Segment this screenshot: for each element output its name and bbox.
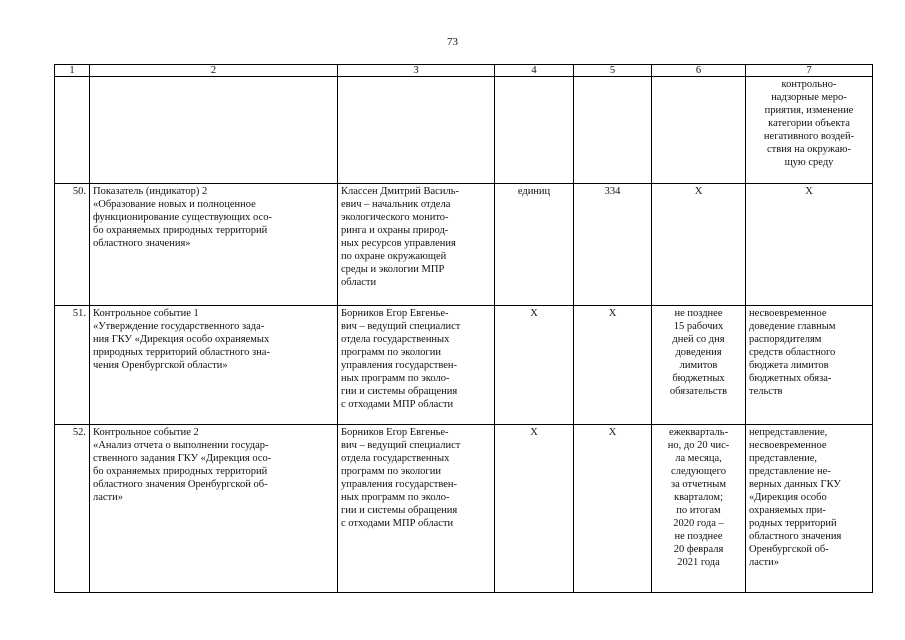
column-number: 2 bbox=[90, 65, 338, 77]
responsible-cell: Классен Дмитрий Василь- евич – начальник отдела экологического монито- ринга и охраны природ- ных ресурсов управления по охране окружающей среды и экологии МПР области bbox=[338, 184, 495, 306]
value-cell: Х bbox=[574, 306, 652, 425]
name-cell: Показатель (индикатор) 2 «Образование новых и полноценное функционирование существующих осо- бо охраняемых природных территорий областного значения» bbox=[90, 184, 338, 306]
responsible-cell: Борников Егор Евгенье- вич – ведущий специалист отдела государственных программ по экологии управления государствен- ных программ по эколо- гии и системы обращения с отходами МПР области bbox=[338, 306, 495, 425]
unit-cell: Х bbox=[495, 306, 574, 425]
unit-cell: Х bbox=[495, 425, 574, 593]
column-number: 6 bbox=[652, 65, 746, 77]
risk-cell: Х bbox=[746, 184, 873, 306]
row-number-cell: 50. bbox=[55, 184, 90, 306]
responsible-cell bbox=[338, 77, 495, 184]
column-number: 3 bbox=[338, 65, 495, 77]
unit-cell: единиц bbox=[495, 184, 574, 306]
value-cell bbox=[574, 77, 652, 184]
row-number-cell bbox=[55, 77, 90, 184]
risk-cell: несвоевременное доведение главным распорядителям средств областного бюджета лимитов бюджетных обяза- тельств bbox=[746, 306, 873, 425]
unit-cell bbox=[495, 77, 574, 184]
term-cell: Х bbox=[652, 184, 746, 306]
value-cell: Х bbox=[574, 425, 652, 593]
page-number: 73 bbox=[447, 36, 458, 48]
name-cell: Контрольное событие 1 «Утверждение государственного зада- ния ГКУ «Дирекция особо охраняемых природных территорий областного зна- чения Оренбургской области» bbox=[90, 306, 338, 425]
table-row-52 bbox=[55, 425, 873, 593]
column-number: 4 bbox=[495, 65, 574, 77]
value-cell: 334 bbox=[574, 184, 652, 306]
term-cell: не позднее 15 рабочих дней со дня доведения лимитов бюджетных обязательств bbox=[652, 306, 746, 425]
name-cell: Контрольное событие 2 «Анализ отчета о выполнении государ- ственного задания ГКУ «Дирекция осо- бо охраняемых природных территорий областного значения Оренбургской об- ласти» bbox=[90, 425, 338, 593]
program-table bbox=[54, 64, 873, 593]
column-number: 7 bbox=[746, 65, 873, 77]
row-number-cell: 51. bbox=[55, 306, 90, 425]
table-row-50 bbox=[55, 184, 873, 306]
column-number: 5 bbox=[574, 65, 652, 77]
term-cell bbox=[652, 77, 746, 184]
table-row-51 bbox=[55, 306, 873, 425]
column-number: 1 bbox=[55, 65, 90, 77]
name-cell bbox=[90, 77, 338, 184]
column-number-row bbox=[55, 65, 873, 77]
table-row-continuation bbox=[55, 77, 873, 184]
term-cell: ежекварталь- но, до 20 чис- ла месяца, следующего за отчетным кварталом; по итогам 2020 года – не позднее 20 февраля 2021 года bbox=[652, 425, 746, 593]
risk-cell: непредставление, несвоевременное представление, представление не- верных данных ГКУ «Дирекция особо охраняемых при- родных территорий областного значения Оренбургской об- ласти» bbox=[746, 425, 873, 593]
row-number-cell: 52. bbox=[55, 425, 90, 593]
risk-cell: контрольно- надзорные меро- приятия, изменение категории объекта негативного воздей- ствия на окружаю- щую среду bbox=[746, 77, 873, 184]
responsible-cell: Борников Егор Евгенье- вич – ведущий специалист отдела государственных программ по экологии управления государствен- ных программ по эколо- гии и системы обращения с отходами МПР области bbox=[338, 425, 495, 593]
